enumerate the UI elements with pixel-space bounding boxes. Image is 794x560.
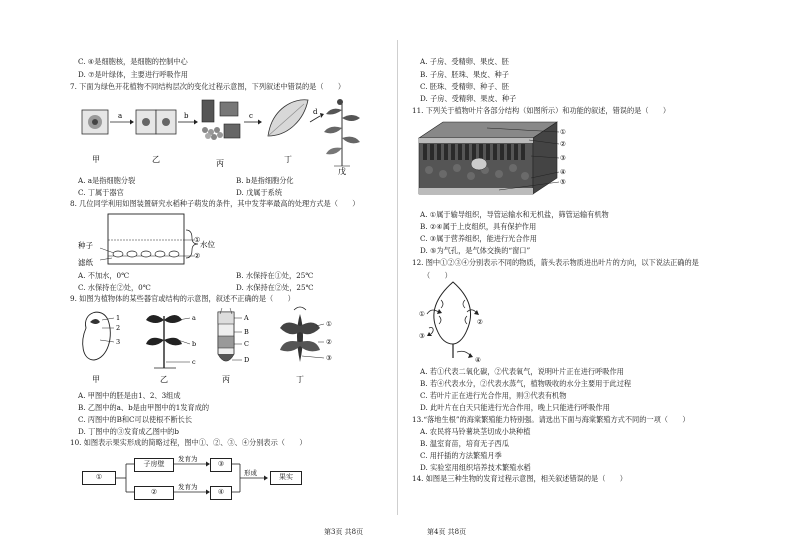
q11-mark-4: ④	[560, 168, 566, 176]
box-ovary-wall: 子房壁	[134, 458, 174, 472]
cell-yi-illustration	[136, 110, 176, 134]
q11-mark-3: ③	[560, 154, 566, 162]
q10-option-b: B. 子房、胚珠、果皮、种子	[420, 70, 509, 79]
yi-mark-b: b	[192, 340, 197, 348]
box-4: ④	[210, 486, 232, 500]
q11-option-c: C. ③属于营养组织，能进行光合作用	[420, 234, 537, 243]
q11-leaf-cross-section-figure	[419, 118, 569, 198]
q13-stem: 13.“落地生根”的海棠繁殖能力特别强。请选出下面与海棠繁殖方式不同的一项（ ）	[412, 415, 690, 424]
q11-mark-1: ①	[560, 128, 566, 136]
q10-option-d: D. 子房、受精卵、果皮、种子	[420, 94, 517, 103]
q11-option-a: A. ①属于输导组织，导管运输水和无机盐，筛管运输有机物	[420, 210, 609, 219]
bing-mark-a: A	[244, 314, 249, 322]
jia-mark-2: 2	[116, 324, 121, 332]
q9-option-b: B. 乙图中的a、b是由甲图中的1发育成的	[78, 403, 210, 412]
yi-mark-c: c	[192, 358, 196, 366]
arrow-develop-2: 发育为	[178, 483, 198, 491]
arrow-b-label: b	[184, 112, 189, 120]
seed-label: 种子	[78, 241, 93, 250]
q9-label-ding: 丁	[296, 375, 304, 384]
q10-option-a: A. 子房、受精卵、果皮、胚	[420, 57, 509, 66]
q12-mark-2: ②	[477, 318, 483, 326]
q12-leaf-exchange-figure	[417, 280, 487, 364]
arrow-a-label: a	[118, 112, 123, 120]
plant-wu-illustration	[324, 99, 360, 166]
bing-mark-d: D	[244, 356, 250, 364]
filter-paper-label: 滤纸	[78, 258, 93, 267]
root-tip-bing-illustration	[218, 308, 249, 364]
q9-plant-organs-figure	[72, 306, 372, 388]
cell-jia-illustration	[82, 110, 108, 134]
q12-option-d: D. 此叶片在白天只能进行光合作用，晚上只能进行呼吸作用	[420, 403, 610, 412]
q13-option-d: D. 实验室用组织培养技术繁殖水稻	[420, 463, 531, 472]
yi-mark-a: a	[192, 314, 196, 322]
q9-option-d: D. 丁图中的③发育成乙图中的b	[78, 427, 179, 436]
q9-label-bing: 丙	[222, 375, 230, 384]
level-1-mark: ①	[194, 236, 201, 244]
label-bing: 丙	[216, 159, 224, 168]
seedling-yi-illustration	[146, 314, 196, 368]
box-fruit: 果实	[270, 471, 302, 485]
q13-option-b: B. 温室育苗，培育无子西瓜	[420, 439, 509, 448]
q12-option-c: C. 若叶片正在进行光合作用，则③代表有机物	[420, 391, 567, 400]
q8-option-a: A. 不加水，0℃	[78, 271, 130, 280]
q13-option-a: A. 农民将马铃薯块茎切成小块种植	[420, 427, 531, 436]
arrow-d-label: d	[313, 108, 318, 116]
box-1: ①	[82, 471, 116, 485]
q9-option-c: C. 丙图中的B和C可以使根不断长长	[78, 415, 193, 424]
bing-mark-b: B	[244, 328, 249, 336]
q7-option-b: B. b是指细胞分化	[236, 176, 294, 185]
label-ding: 丁	[284, 155, 292, 164]
q13-option-c: C. 用扦插的方法繁殖月季	[420, 451, 502, 460]
q8-option-c: C. 水保持在②处，0℃	[78, 283, 151, 292]
page-number-left: 第3页 共8页	[324, 528, 364, 536]
q12-mark-3: ③	[419, 332, 425, 340]
q8-option-d: D. 水保持在②处，25℃	[236, 283, 314, 292]
q9-option-a: A. 甲图中的胚是由1、2、3组成	[78, 391, 181, 400]
q7-stem: 7. 下面为绿色开花植物不同结构层次的变化过程示意图，下列叙述中错误的是（ ）	[70, 82, 346, 91]
q9-label-jia: 甲	[92, 375, 100, 384]
q11-option-d: D. ⑤为气孔，是气体交换的“窗口”	[420, 246, 531, 255]
q12-option-b: B. 若④代表水分，②代表水蒸气，植物吸收的水分主要用于此过程	[420, 379, 632, 388]
jia-mark-3: 3	[116, 338, 121, 346]
q10-option-c: C. 胚珠、受精卵、种子、胚	[420, 82, 509, 91]
jia-mark-1: 1	[116, 314, 121, 322]
ding-mark-3: ③	[326, 354, 332, 362]
q12-stem-cont: （ ）	[423, 271, 452, 280]
right-column	[397, 0, 794, 560]
tissue-bing-illustration	[202, 100, 240, 140]
q12-option-a: A. 若①代表二氧化碳，②代表氧气，说明叶片正在进行呼吸作用	[420, 367, 624, 376]
q12-stem: 12. 图中①②③④分别表示不同的物质，箭头表示物质进出叶片的方向，以下说法正确的是	[412, 258, 699, 267]
q8-stem: 8. 几位同学利用如图装置研究水稻种子萌发的条件，其中发芽率最高的处理方式是（ ）	[70, 199, 360, 208]
page-number-right: 第4页 共8页	[427, 528, 467, 536]
q6-option-c: C. ④是细胞核，是细胞的控制中心	[78, 57, 188, 66]
arrow-form: 形成	[244, 469, 257, 477]
q11-mark-2: ②	[560, 140, 566, 148]
arrow-c-label: c	[249, 112, 253, 120]
q6-option-d: D. ⑦是叶绿体，主要进行呼吸作用	[78, 70, 188, 79]
box-3: ③	[210, 458, 232, 472]
bing-mark-c: C	[244, 340, 249, 348]
q11-stem: 11. 下列关于植物叶片各部分结构（如图所示）和功能的叙述，错误的是（ ）	[412, 106, 671, 115]
water-level-label: 水位	[200, 240, 215, 249]
label-jia: 甲	[92, 155, 100, 164]
label-wu: 戊	[338, 167, 346, 176]
ding-mark-1: ①	[326, 320, 332, 328]
q7-option-a: A. a是指细胞分裂	[78, 176, 136, 185]
arrow-develop-1: 发育为	[178, 455, 198, 463]
q8-germination-apparatus-figure	[78, 210, 228, 268]
q10-stem: 10. 如图表示果实形成的简略过程，图中①、②、③、④分别表示（ ）	[70, 438, 307, 447]
q9-stem: 9. 如图为植物体的某些器官或结构的示意图，叙述不正确的是（ ）	[70, 294, 295, 303]
q8-option-b: B. 水保持在①处，25℃	[236, 271, 314, 280]
ding-mark-2: ②	[326, 338, 332, 346]
level-2-mark: ②	[194, 252, 201, 260]
q11-option-b: B. ②④属于上皮组织，具有保护作用	[420, 222, 537, 231]
q12-mark-1: ①	[419, 310, 425, 318]
q7-structure-levels-figure	[72, 96, 372, 176]
box-2: ②	[134, 486, 174, 500]
q7-option-c: C. 丁属于器官	[78, 188, 124, 197]
q9-label-yi: 乙	[160, 375, 168, 384]
q12-mark-4: ④	[475, 356, 481, 364]
q11-mark-5: ⑤	[560, 178, 566, 186]
label-yi: 乙	[152, 155, 160, 164]
seed-jia-illustration	[83, 312, 120, 360]
bud-ding-illustration	[280, 307, 332, 362]
q14-stem: 14. 如图是三种生物的发育过程示意图，相关叙述错误的是（ ）	[412, 474, 627, 483]
q7-option-d: D. 戊属于系统	[236, 188, 283, 197]
